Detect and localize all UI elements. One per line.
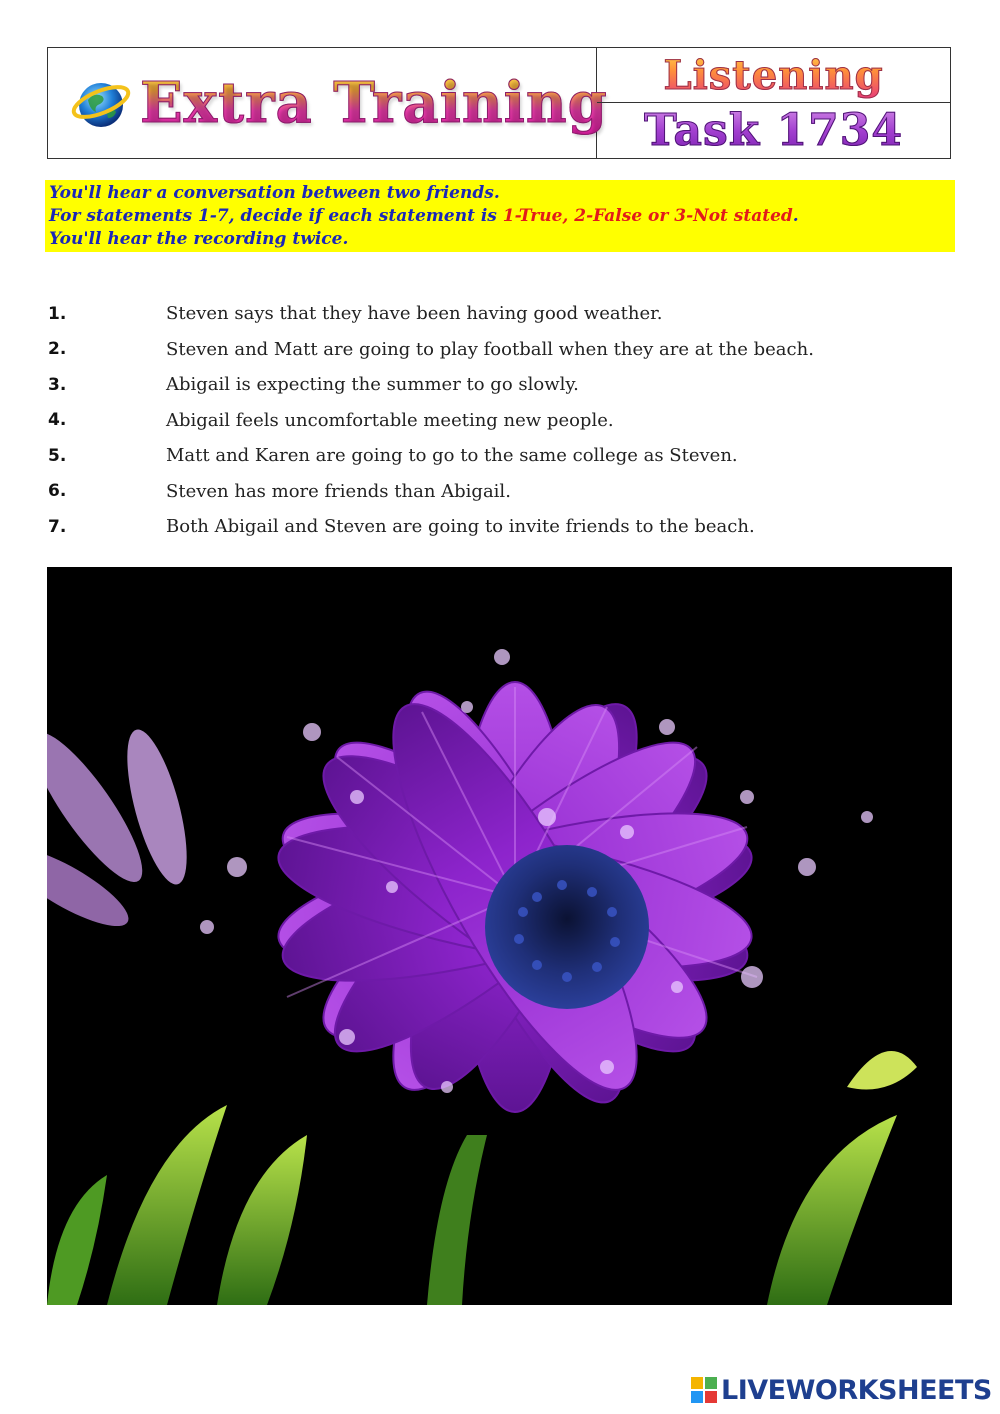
brand-title: Extra Training [140, 70, 608, 136]
statement-item [48, 332, 948, 368]
liveworksheets-brand: LIVEWORKSHEETS [721, 1374, 992, 1406]
header-task-cell [597, 48, 950, 158]
statement-number: 1. [48, 303, 67, 324]
statement-number: 6. [48, 481, 67, 502]
statement-text: Abigail is expecting the summer to go slowly. [166, 374, 579, 396]
statement-item [48, 474, 948, 510]
statement-number: 5. [48, 445, 67, 466]
instructions-box [45, 180, 955, 252]
globe-icon [70, 72, 132, 134]
instruction-line-2-suffix: . [792, 206, 799, 226]
statement-number: 4. [48, 410, 67, 431]
instruction-line-2-prefix: For statements 1-7, decide if each statement is [49, 206, 503, 226]
liveworksheets-logo-icon [691, 1377, 717, 1403]
task-label: Task 1734 [643, 105, 904, 156]
statement-text: Steven has more friends than Abigail. [166, 480, 511, 502]
statement-text: Both Abigail and Steven are going to invite friends to the beach. [166, 516, 755, 538]
statement-number: 2. [48, 339, 67, 360]
header-brand-cell [48, 48, 608, 158]
instruction-line-1: You'll hear a conversation between two friends. [49, 183, 500, 203]
statement-text: Steven and Matt are going to play football when they are at the beach. [166, 338, 814, 360]
statement-number: 3. [48, 374, 67, 395]
statement-text: Matt and Karen are going to go to the same college as Steven. [166, 445, 738, 467]
liveworksheets-logo[interactable] [691, 1374, 992, 1406]
statement-text: Steven says that they have been having good weather. [166, 303, 663, 325]
statement-item [48, 509, 948, 545]
worksheet-header [47, 47, 951, 159]
statement-item [48, 403, 948, 439]
statement-text: Abigail feels uncomfortable meeting new people. [166, 409, 614, 431]
task-label-cell [597, 103, 950, 158]
section-label-cell [597, 48, 950, 103]
answer-options: 1-True, 2-False or 3-Not stated [502, 206, 793, 226]
flower-photo [47, 567, 952, 1305]
instruction-line-2 [49, 205, 951, 228]
statement-item [48, 438, 948, 474]
section-label: Listening [663, 51, 884, 99]
purple-flower-image [47, 567, 952, 1305]
statement-item [48, 367, 948, 403]
statement-list [48, 296, 948, 545]
instruction-line-3: You'll hear the recording twice. [49, 229, 349, 249]
statement-item [48, 296, 948, 332]
statement-number: 7. [48, 516, 67, 537]
